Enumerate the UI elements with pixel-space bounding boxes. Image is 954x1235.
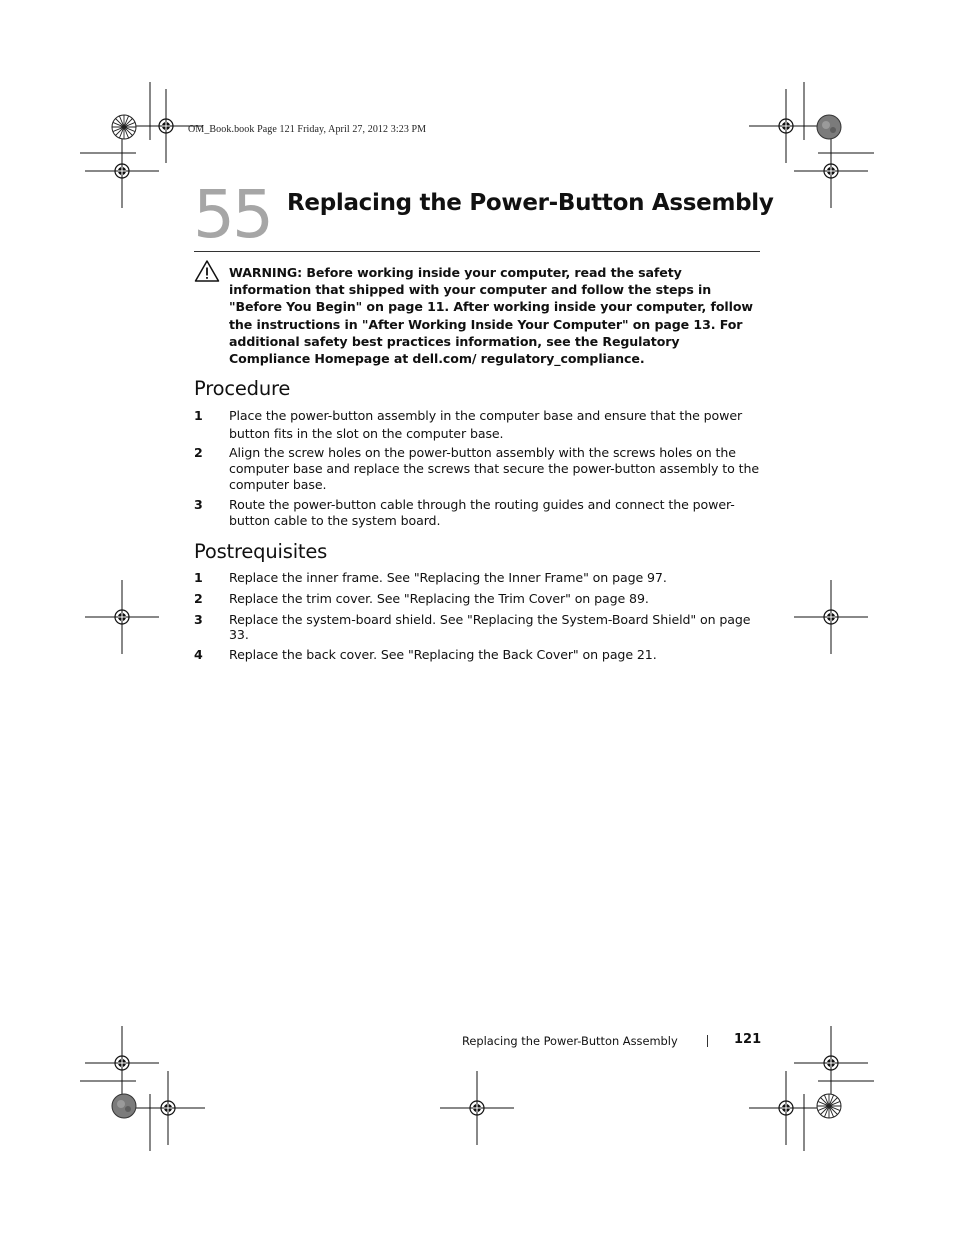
footer-separator	[707, 1035, 708, 1047]
step-number: 3	[194, 612, 203, 627]
postrequisites-steps	[194, 570, 764, 663]
footer-chapter-title: Replacing the Power-Button Assembly	[462, 1034, 678, 1048]
postrequisites-heading: Postrequisites	[194, 540, 328, 563]
step-number: 2	[194, 591, 203, 606]
print-slug: OM_Book.book Page 121 Friday, April 27, 2012 3:23 PM	[188, 124, 427, 135]
step-number: 2	[194, 445, 203, 460]
step-text: Place the power-button assembly in the computer base and ensure that the power button fits in the slot on the computer base.	[229, 408, 743, 441]
warning-triangle-icon	[194, 259, 220, 283]
procedure-step	[194, 445, 764, 493]
step-text: Replace the system-board shield. See "Replacing the System-Board Shield" on page 33.	[229, 612, 751, 642]
step-text: Align the screw holes on the power-button assembly with the screws holes on the computer base and replace the screws that secure the power-button assembly to the computer base.	[229, 445, 760, 492]
step-number: 3	[194, 497, 203, 512]
step-text: Route the power-button cable through the routing guides and connect the power-button cable to the system board.	[229, 497, 735, 528]
chapter-title: Replacing the Power-Button Assembly	[287, 190, 774, 216]
postrequisite-step	[194, 612, 764, 642]
title-rule	[194, 251, 760, 252]
step-text: Replace the back cover. See "Replacing the Back Cover" on page 21.	[229, 647, 657, 662]
step-number: 4	[194, 647, 203, 662]
procedure-steps	[194, 407, 764, 529]
postrequisite-step	[194, 591, 764, 607]
postrequisite-step	[194, 647, 764, 663]
procedure-step	[194, 497, 764, 529]
chapter-number: 55	[193, 176, 271, 253]
procedure-heading: Procedure	[194, 377, 291, 400]
step-text: Replace the trim cover. See "Replacing the Trim Cover" on page 89.	[229, 591, 649, 606]
postrequisite-step	[194, 570, 764, 586]
step-number: 1	[194, 570, 203, 585]
procedure-step	[194, 407, 764, 443]
step-number: 1	[194, 408, 203, 423]
warning-text: WARNING: Before working inside your computer, read the safety information that shipped with your computer and follow the steps in "Before You Begin" on page 11. After working inside your computer, follow the instructions in "After Working Inside Your Computer" on page 13. For additional safety best practices information, see the Regulatory Compliance Homepage at dell.com/ regulatory_compliance.	[229, 265, 753, 367]
page-number: 121	[734, 1032, 762, 1047]
step-text: Replace the inner frame. See "Replacing the Inner Frame" on page 97.	[229, 570, 667, 585]
